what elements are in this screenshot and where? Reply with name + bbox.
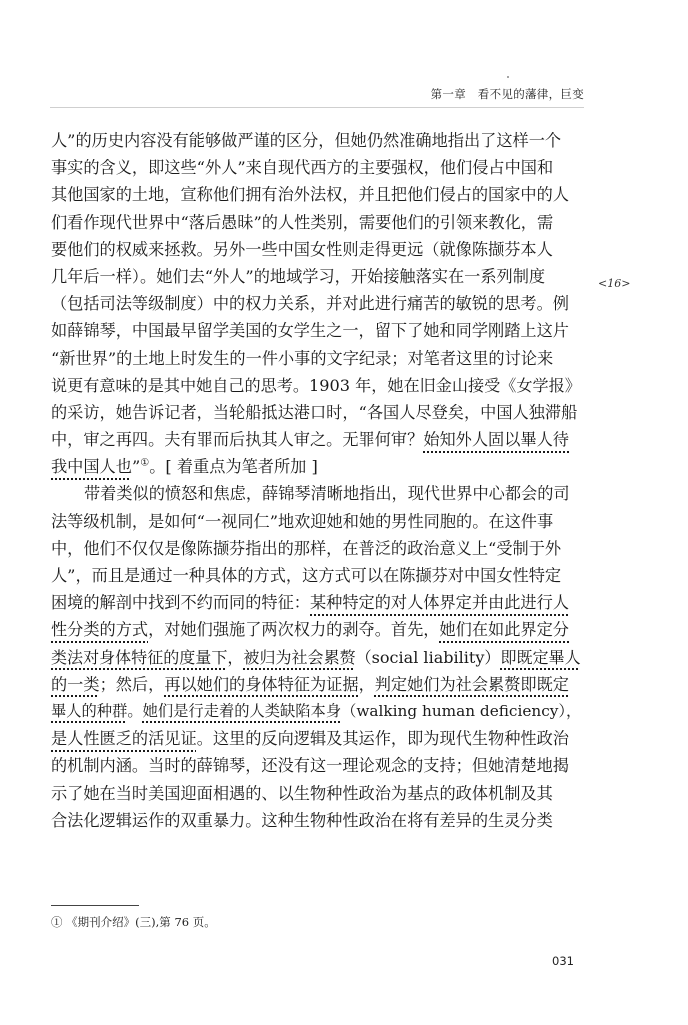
text-line: 示了她在当时美国迎面相遇的、以生物种性政治为基点的政体机制及其 xyxy=(51,783,553,803)
text-line xyxy=(51,698,581,725)
text-line: 要他们的权威来拯救。另外一些中国女性则走得更远（就像陈撷芬本人 xyxy=(51,239,553,259)
emphasized-text: 判定她们为社会累赘即既定 xyxy=(374,674,569,694)
emphasized-text: 某种特定的对人体界定并由此进行人 xyxy=(310,593,569,613)
text-segment: ” xyxy=(131,457,141,477)
text-segment: ；然后， xyxy=(99,674,165,694)
text-segment: 。这里的反向逻辑及其运作，即为现代生物种性政治 xyxy=(196,729,569,749)
text-line: 法等级机制，是如何“一视同仁”地欢迎她和她的男性同胞的。在这件事 xyxy=(51,511,554,531)
emphasized-text: 她们在如此界定分 xyxy=(439,620,569,640)
text-line: 人”的历史内容没有能够做严谨的区分，但她仍然准确地指出了这样一个 xyxy=(51,131,562,150)
text-line: 带着类似的愤怒和焦虑，薛锦琴清晰地指出，现代世界中心都会的司 xyxy=(84,484,570,504)
text-line: 几年后一样）。她们去“外人”的地域学习，开始接触落实在一系列制度 xyxy=(51,266,546,286)
text-segment: ，对她们强施了两次权力的剥夺。首先， xyxy=(148,620,440,640)
text-line xyxy=(51,453,581,480)
text-line: 如薛锦琴，中国最早留学美国的女学生之一，留下了她和同学刚踏上这片 xyxy=(51,321,569,341)
text-segment: （social liability） xyxy=(355,647,501,667)
emphasized-text: 的一类 xyxy=(51,674,100,694)
text-line: 说更有意味的是其中她自己的思考。1903 年，她在旧金山接受《女学报》 xyxy=(51,375,581,395)
text-segment: ， xyxy=(227,647,244,667)
emphasized-text: 她们是行走着的人类缺陷本身 xyxy=(142,701,342,720)
text-segment: 中，审之再四。夫有罪而后执其人审之。无罪何审？ xyxy=(51,430,424,450)
emphasized-text: 再以她们的身体特征为证据 xyxy=(164,674,359,694)
text-line xyxy=(51,671,581,698)
emphasized-text: 即既定畢人 xyxy=(500,647,581,667)
text-segment: 困境的解剖中找到不约而同的特征： xyxy=(51,593,310,613)
text-line: 们看作现代世界中“落后愚昧”的人性类别，需要他们的引领来教化，需 xyxy=(51,212,554,232)
page-number: 031 xyxy=(552,954,574,968)
text-line xyxy=(51,644,581,671)
text-line: 事实的含义，即这些“外人”来自现代西方的主要强权，他们侵占中国和 xyxy=(51,158,554,178)
margin-page-reference: <16> xyxy=(598,277,631,290)
emphasized-text: 始知外人固以畢人待 xyxy=(423,430,569,450)
text-segment: ， xyxy=(358,674,375,694)
emphasized-text: 畢人的种群 xyxy=(51,701,128,720)
emphasized-text: 被归为社会累赘 xyxy=(243,647,356,667)
text-line: 的采访，她告诉记者，当轮船抵达港口时，“各国人尽登矣，中国人独滞船 xyxy=(51,402,578,422)
text-segment: 。[ 着重点为笔者所加 ] xyxy=(149,457,318,477)
emphasized-text: 性分类的方式 xyxy=(51,620,149,640)
emphasized-text: 是人性匮乏的活见证 xyxy=(51,729,197,749)
emphasized-text: 我中国人也 xyxy=(51,457,132,477)
text-line: 合法化逻辑运作的双重暴力。这种生物种性政治在将有差异的生灵分类 xyxy=(51,810,553,830)
text-line xyxy=(51,426,581,453)
header-mark xyxy=(507,76,509,78)
text-segment: （walking human deficiency）， xyxy=(341,701,581,720)
header-rule xyxy=(50,107,584,108)
text-line xyxy=(51,589,581,616)
footnote-marker[interactable]: ① xyxy=(140,457,150,469)
text-line: 人”，而且是通过一种具体的方式，这方式可以在陈撷芬对中国女性特定 xyxy=(51,566,562,585)
text-line: 其他国家的土地，宣称他们拥有治外法权，并且把他们侵占的国家中的人 xyxy=(51,185,569,205)
footnote: ① 《期刊介绍》(三),第 76 页。 xyxy=(51,915,216,929)
text-line xyxy=(51,616,581,643)
text-segment: 。 xyxy=(127,701,143,720)
text-line: “新世界”的土地上时发生的一件小事的文字纪录；对笔者这里的讨论来 xyxy=(51,348,554,368)
emphasized-text: 类法对身体特征的度量下 xyxy=(51,647,228,667)
running-head: 第一章 看不见的藩律，巨变 xyxy=(430,87,584,101)
body-text xyxy=(51,127,581,834)
text-line: 中，他们不仅仅是像陈撷芬指出的那样，在普泛的政治意义上“受制于外 xyxy=(51,538,562,558)
footnote-rule xyxy=(51,905,139,906)
text-line: （包括司法等级制度）中的权力关系，并对此进行痛苦的敏锐的思考。例 xyxy=(51,294,569,314)
text-line: 的机制内涵。当时的薛锦琴，还没有这一理论观念的支持；但她清楚地揭 xyxy=(51,756,569,776)
text-line xyxy=(51,725,581,752)
